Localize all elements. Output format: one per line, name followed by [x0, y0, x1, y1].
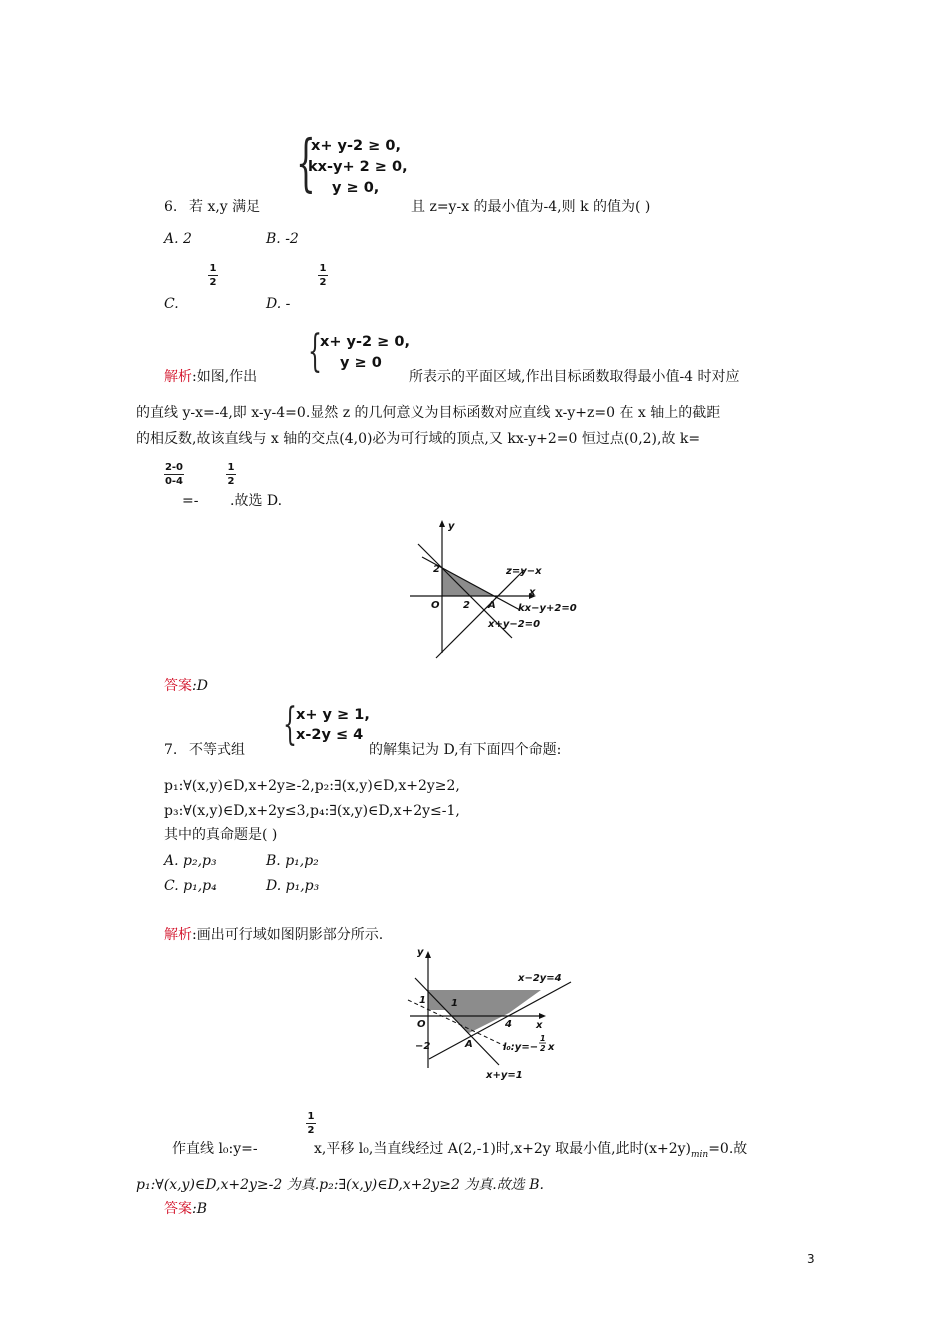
q6-option-b: B. -2	[266, 231, 299, 247]
q6-option-d-fraction: 1 2	[319, 263, 327, 288]
q6-sys2-1: x+ y-2 ≥ 0,	[320, 334, 410, 350]
svg-text:1: 1	[540, 1034, 546, 1043]
x-tick-4: 4	[505, 1019, 512, 1030]
q7-option-d: D. p₁,p₃	[266, 878, 320, 894]
y-tick-1: 1	[419, 995, 426, 1006]
line-label-x-plus-y: x+y=1	[486, 1070, 523, 1081]
q7-analysis: 解析:画出可行域如图阴影部分所示.	[164, 927, 384, 943]
point-a-label: A	[488, 600, 496, 611]
q6-conclusion: .故选 D.	[230, 493, 283, 509]
q7-explanation-line-1b: x,平移 l₀,当直线经过 A(2,-1)时,x+2y 取最小值,此时$(x+2y)_{min}=0$.故	[314, 1141, 748, 1160]
x-tick-2: 2	[463, 600, 470, 611]
q6-option-a: A. 2	[164, 231, 192, 247]
line-label-k: kx−y+2=0	[518, 603, 577, 614]
q6-option-d: D. -	[266, 296, 291, 312]
q6-suffix: 且 z=y-x 的最小值为-4,则 k 的值为( )	[411, 199, 651, 215]
y-tick-neg2: −2	[415, 1041, 431, 1052]
page-number: 3	[807, 1252, 815, 1266]
line-label-l0-x: x	[548, 1042, 555, 1053]
q6-half-fraction: 1 2	[227, 462, 235, 487]
answer-label: 答案	[164, 678, 192, 694]
q6-ineq-1: x+ y-2 ≥ 0,	[311, 138, 401, 154]
q6-graph	[400, 515, 585, 660]
q6-analysis-line-2: 的直线 y-x=-4,即 x-y-4=0.显然 z 的几何意义为目标函数对应直线 x-y+z=0 在 x 轴上的截距	[136, 405, 721, 421]
line-label-x-minus-2y: x−2y=4	[518, 973, 562, 984]
brace-icon: {	[296, 126, 316, 199]
analysis-label: 解析	[164, 369, 192, 385]
q6-answer: 答案:D	[164, 678, 208, 694]
q7-propositions-1: p₁:∀(x,y)∈D,x+2y≥-2,p₂:∃(x,y)∈D,x+2y≥2,	[164, 778, 460, 794]
q7-suffix: 的解集记为 D,有下面四个命题:	[369, 742, 562, 758]
q7-propositions-2: p₃:∀(x,y)∈D,x+2y≤3,p₄:∃(x,y)∈D,x+2y≤-1,	[164, 803, 460, 819]
x-tick-1: 1	[451, 998, 458, 1009]
q6-analysis-line-1b: 所表示的平面区域,作出目标函数取得最小值-4 时对应	[409, 369, 740, 385]
q7-graph	[405, 940, 580, 1085]
q7-explanation-line-2: p₁:∀(x,y)∈D,x+2y≥-2 为真.p₂:∃(x,y)∈D,x+2y≥2 为真.故选 B.	[136, 1177, 544, 1193]
q6-analysis-line-1: 解析:如图,作出	[164, 369, 258, 385]
line-label-sum: x+y−2=0	[488, 619, 541, 630]
x-axis-label: x	[529, 587, 536, 598]
line-label-z: z=y−x	[506, 566, 542, 577]
q6-prefix: 若 x,y 满足	[189, 199, 261, 215]
q7-explanation-line-1: 作直线 l₀:y=-	[172, 1141, 258, 1157]
q7-half-fraction: 1 2	[307, 1111, 315, 1136]
brace-icon: {	[308, 326, 322, 377]
y-tick-2: 2	[433, 564, 440, 575]
q6-number: 6.	[164, 199, 178, 215]
q7-option-c: C. p₁,p₄	[164, 878, 217, 894]
q7-ineq-2: x-2y ≤ 4	[296, 727, 364, 743]
q7-number: 7.	[164, 742, 178, 758]
y-axis-label: y	[417, 947, 424, 958]
q6-ineq-3: y ≥ 0,	[332, 180, 380, 196]
l0-fraction	[539, 1034, 546, 1053]
x-axis-arrow-icon	[539, 1013, 546, 1019]
brace-icon: {	[283, 699, 297, 750]
q7-prefix: 不等式组	[189, 742, 245, 758]
answer-label: 答案	[164, 1201, 192, 1217]
y-axis-arrow-icon	[425, 951, 431, 958]
q6-eq-minus: =-	[182, 493, 199, 509]
q6-k-fraction: 2-0 0-4	[164, 462, 184, 487]
x-axis-label: x	[536, 1020, 543, 1031]
q7-feasible-region	[428, 990, 541, 1033]
q6-ineq-2: kx-y+ 2 ≥ 0,	[308, 159, 408, 175]
q7-ineq-1: x+ y ≥ 1,	[296, 707, 370, 723]
point-a-label: A	[465, 1039, 473, 1050]
q6-analysis-line-3: 的相反数,故该直线与 x 轴的交点(4,0)必为可行域的顶点,又 kx-y+2=0 恒过点(0,2),故 k=	[136, 431, 701, 447]
line-label-l0: l₀:y=−	[503, 1042, 539, 1053]
q7-answer: 答案:B	[164, 1201, 208, 1217]
q6-sys2-2: y ≥ 0	[340, 355, 382, 371]
q7-option-b: B. p₁,p₂	[266, 853, 319, 869]
q7-option-a: A. p₂,p₃	[164, 853, 217, 869]
origin-label: O	[417, 1019, 426, 1030]
y-axis-label: y	[448, 521, 455, 532]
svg-text:2: 2	[540, 1044, 546, 1053]
q6-option-c-fraction: 1 2	[209, 263, 217, 288]
origin-label: O	[431, 600, 440, 611]
q6-option-c: C.	[164, 296, 179, 312]
y-axis-arrow-icon	[439, 520, 445, 527]
q7-question: 其中的真命题是( )	[164, 827, 278, 843]
analysis-label: 解析	[164, 927, 192, 943]
